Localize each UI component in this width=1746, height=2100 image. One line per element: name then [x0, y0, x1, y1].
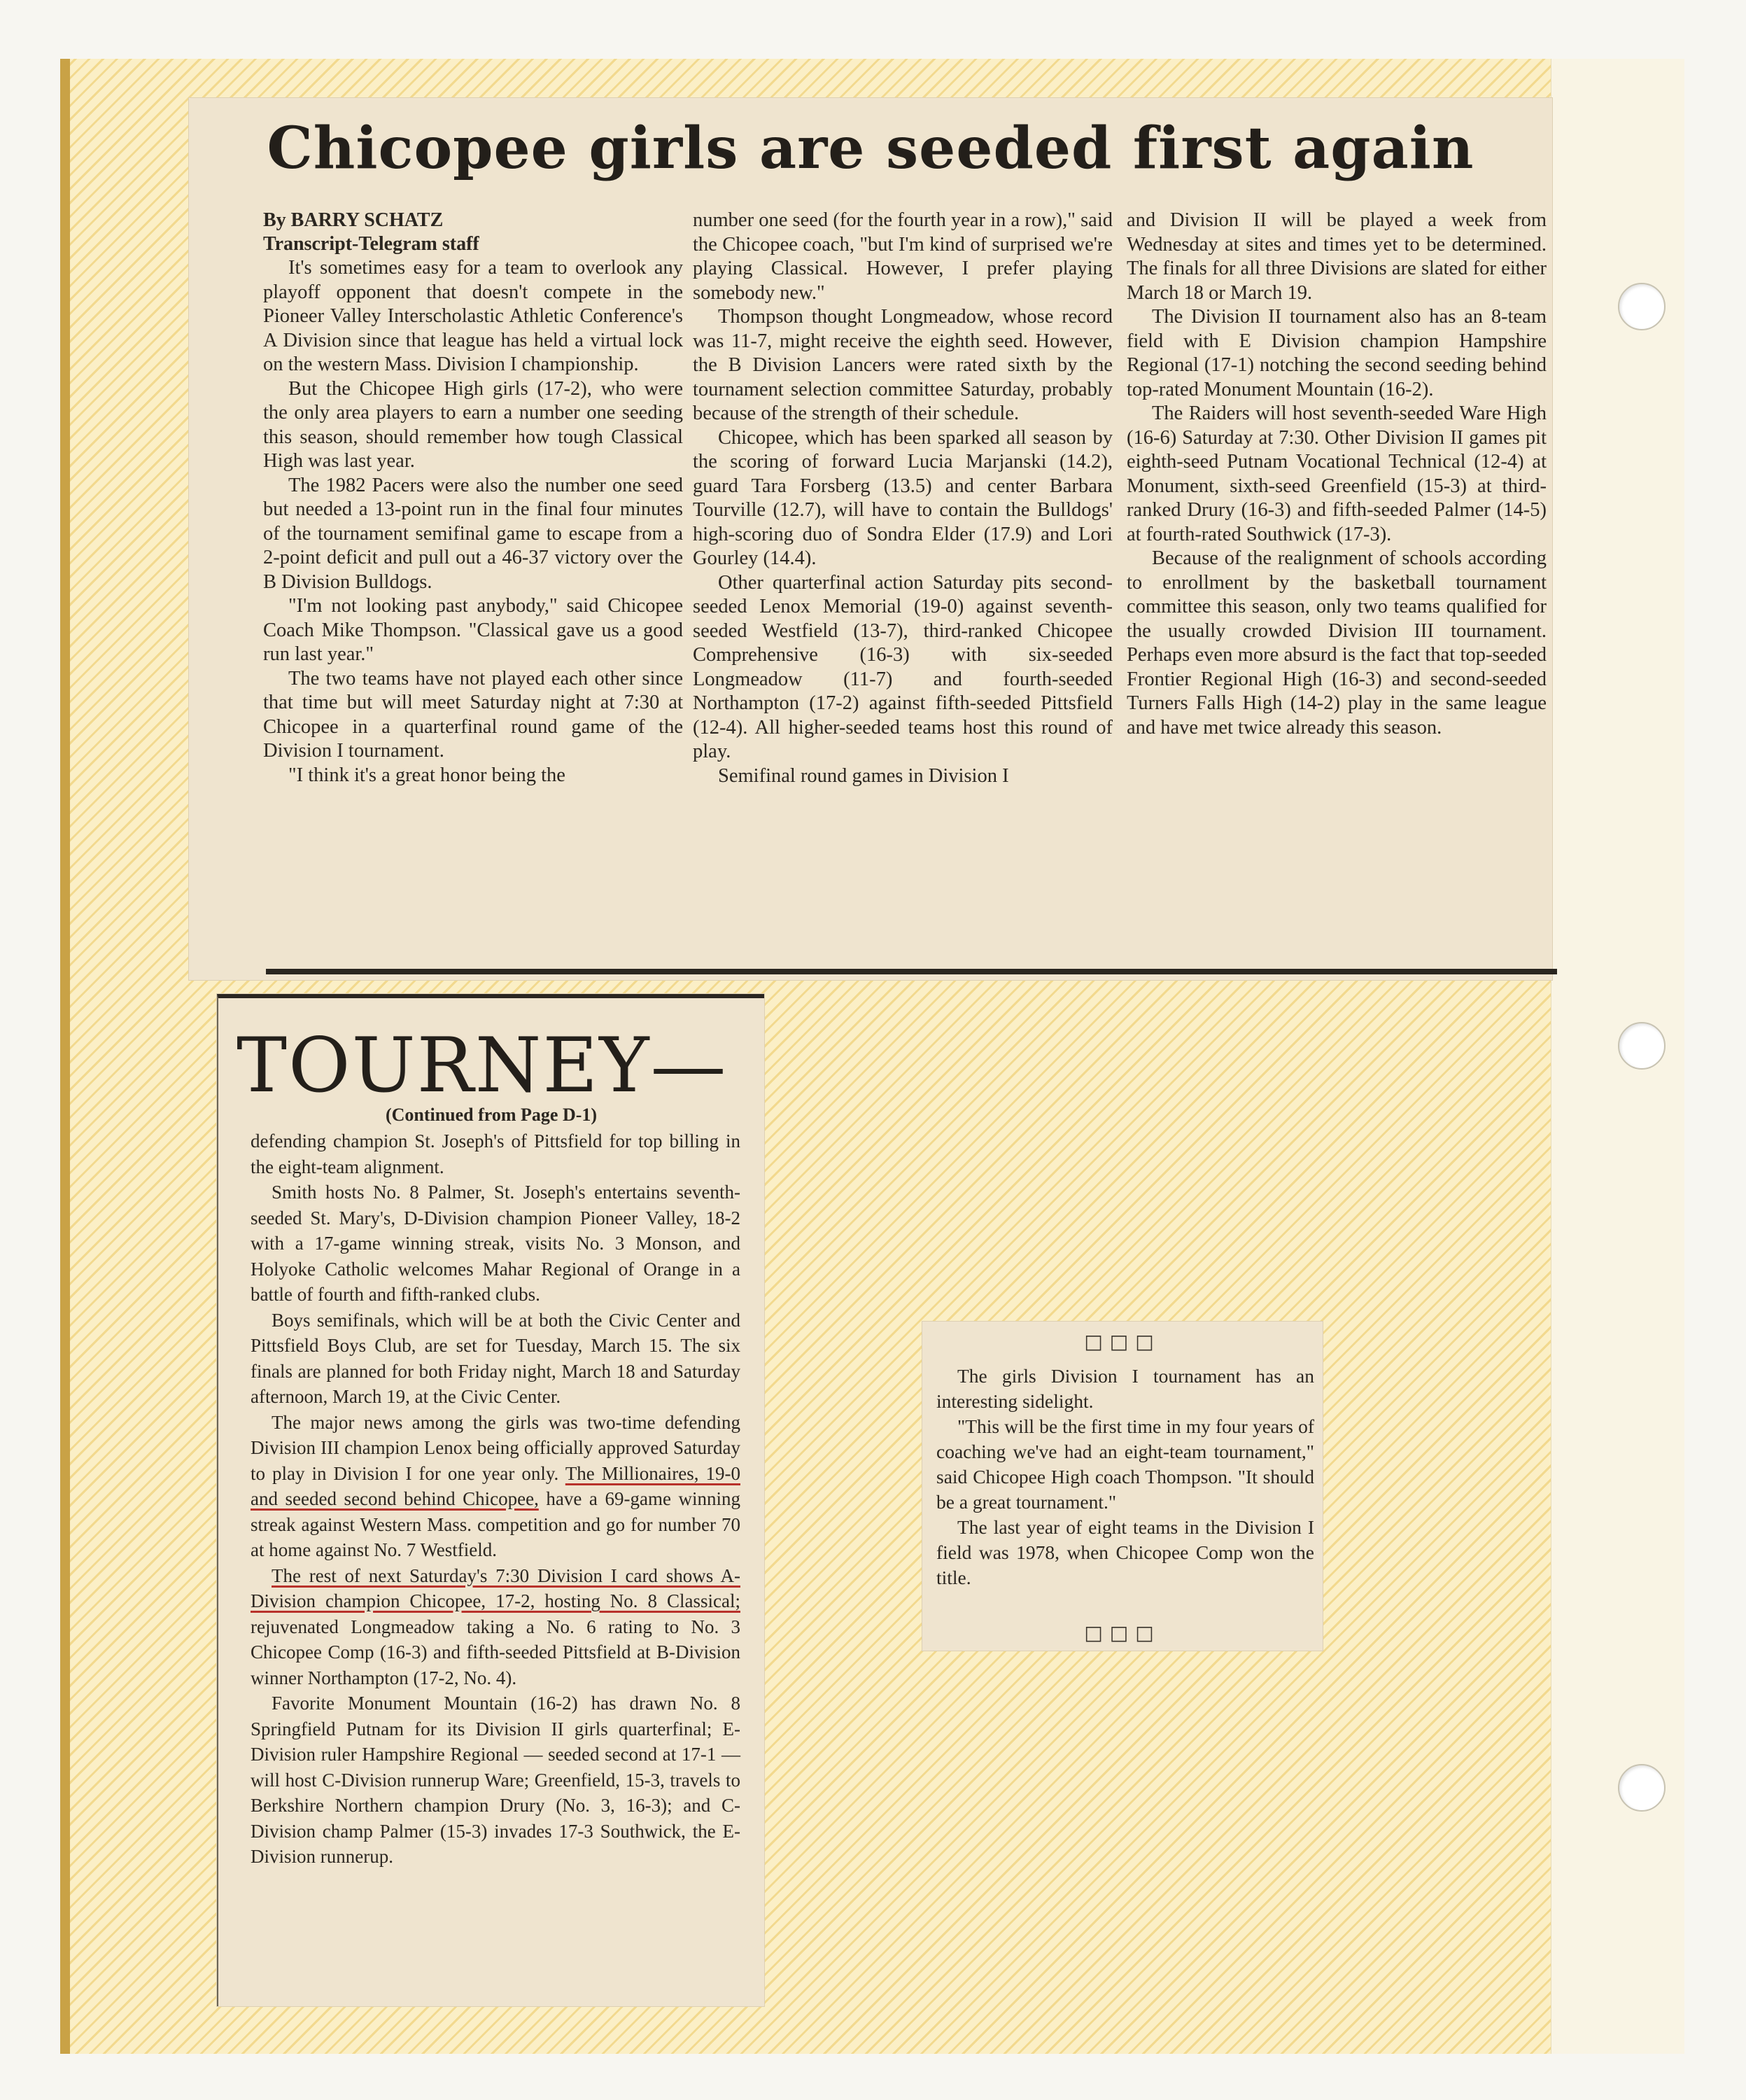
- article-column-2: [693, 209, 1113, 788]
- paragraph: Other quarterfinal action Saturday pits second-seeded Lenox Memorial (19-0) against seventh-seeded Westfield (13-7), third-ranked Chicopee Comprehensive (16-3) with six-seeded Longmeadow (11-7) and fourth-seeded Northampton (17-2) against fifth-seeded Pittsfield (12-4). All higher-seeded teams host this round of play.: [693, 571, 1113, 762]
- paragraph: [251, 1563, 740, 1691]
- paragraph: It's sometimes easy for a team to overlook any playoff opponent that doesn't compete in the Pioneer Valley Interscholastic Athletic Conference's A Division since that league has held a virtual lock on the western Mass. Division I championship.: [263, 257, 683, 375]
- paragraph: and Division II will be played a week from Wednesday at sites and times yet to be determined. The finals for all three Divisions are slated for either March 18 or March 19.: [1127, 209, 1547, 304]
- paragraph: Boys semifinals, which will be at both the Civic Center and Pittsfield Boys Club, are set for Tuesday, March 15. The six finals are planned for both Friday night, March 18 and Saturday afternoon, March 19, at the Civic Center.: [251, 1309, 740, 1407]
- paragraph: The 1982 Pacers were also the number one seed but needed a 13-point run in the final four minutes of the tournament semifinal game to escape from a 2-point deficit and pull out a 46-37 victory over the B Division Bulldogs.: [263, 474, 683, 593]
- paragraph: Chicopee, which has been sparked all season by the scoring of forward Lucia Marjanski (14.2), guard Tara Forsberg (13.5) and center Barbara Tourville (12.7), will have to contain the Bulldogs' high-scoring duo of Sondra Elder (17.9) and Lori Gourley (14.4).: [693, 426, 1113, 569]
- paragraph: Because of the realignment of schools according to enrollment by the basketball tournament committee this season, only two teams qualified for the usually crowded Division III tournament. Perhaps even more absurd is the fact that top-seeded Frontier Regional High (16-3) and second-seeded Turners Falls High (14-2) play in the same league and have met twice already this season.: [1127, 547, 1547, 738]
- text-run: rejuvenated Longmeadow taking a No. 6 rating to No. 3 Chicopee Comp (16-3) and fifth-seeded Pittsfield at B-Division winner Northampton (17-2, No. 4).: [251, 1616, 740, 1688]
- page-margin-strip: [1551, 59, 1684, 2054]
- underlined-text: The Millionaires, 19-0 and seeded second behind Chicopee,: [251, 1462, 740, 1509]
- paragraph: defending champion St. Joseph's of Pittsfield for top billing in the eight-team alignment.: [251, 1130, 740, 1177]
- staff-line: Transcript-Telegram staff: [263, 233, 479, 255]
- sidelight-column: [936, 1364, 1314, 1590]
- paragraph: Smith hosts No. 8 Palmer, St. Joseph's entertains seventh-seeded St. Mary's, D-Division champion Pioneer Valley, 18-2 with a 17-game winning streak, visits No. 3 Monson, and Holyoke Catholic welcomes Mahar Regional of Orange in a battle of fourth and fifth-ranked clubs.: [251, 1182, 740, 1305]
- article-column-1: [263, 209, 683, 788]
- punch-hole: [1618, 283, 1666, 330]
- paragraph: [251, 1410, 740, 1563]
- section-marker: □□□: [1084, 1330, 1161, 1353]
- punch-hole: [1618, 1022, 1666, 1070]
- headline: Chicopee girls are seeded first again: [267, 115, 1474, 182]
- paragraph: The Division II tournament also has an 8-team field with E Division champion Hampshire Regional (17-1) notching the second seeding behind top-rated Monument Mountain (16-2).: [1127, 306, 1547, 400]
- tourney-clipping: [217, 994, 764, 2006]
- tourney-title: TOURNEY—: [237, 1022, 728, 1110]
- text-run: The major news among the girls was two-time defending Division III champion Lenox being officially approved Saturday to play in Division I for one year only.: [251, 1411, 740, 1484]
- paragraph: The last year of eight teams in the Division I field was 1978, when Chicopee Comp won the title.: [936, 1516, 1314, 1588]
- paragraph: Thompson thought Longmeadow, whose record was 11-7, might receive the eighth seed. However, the B Division Lancers were rated sixth by the tournament selection committee Saturday, probably because of the strength of their schedule.: [693, 306, 1113, 424]
- divider-rule: [266, 969, 1557, 974]
- paragraph: The girls Division I tournament has an interesting sidelight.: [936, 1365, 1314, 1412]
- text-run: have a 69-game winning streak against Western Mass. competition and go for number 70 at home against No. 7 Westfield.: [251, 1488, 740, 1560]
- continued-line: (Continued from Page D-1): [385, 1105, 598, 1125]
- paragraph: The two teams have not played each other since that time but will meet Saturday night at 7:30 at Chicopee in a quarterfinal round game of the Division I tournament.: [263, 667, 683, 762]
- punch-hole: [1618, 1764, 1666, 1812]
- section-marker: □□□: [1084, 1621, 1161, 1644]
- byline: By BARRY SCHATZ: [263, 209, 444, 231]
- paragraph: Favorite Monument Mountain (16-2) has drawn No. 8 Springfield Putnam for its Division II girls quarterfinal; E-Division ruler Hampshire Regional — seeded second at 17-1 — will host C-Division runnerup Ware; Greenfield, 15-3, travels to Berkshire Northern champion Drury (No. 3, 16-3); and C-Division champ Palmer (15-3) invades 17-3 Southwick, the E-Division runnerup.: [251, 1693, 740, 1867]
- paragraph: "I think it's a great honor being the: [288, 764, 565, 786]
- paragraph: "I'm not looking past anybody," said Chicopee Coach Mike Thompson. "Classical gave us a good run last year.": [263, 595, 683, 665]
- article-column-3: [1127, 209, 1547, 740]
- paragraph: number one seed (for the fourth year in a row)," said the Chicopee coach, "but I'm kind of surprised we're playing Classical. However, I prefer playing somebody new.": [693, 209, 1113, 304]
- article-clipping: [189, 98, 1552, 980]
- tourney-column: [251, 1128, 740, 1870]
- page-binding-edge: [60, 59, 70, 2054]
- paragraph: "This will be the first time in my four years of coaching we've had an eight-team tournament," said Chicopee High coach Thompson. "It should be a great tournament.": [936, 1415, 1314, 1513]
- paragraph: The Raiders will host seventh-seeded Ware High (16-6) Saturday at 7:30. Other Division II games pit eighth-seed Putnam Vocational Technical (12-4) at Monument, sixth-seed Greenfield (15-3) at third-ranked Drury (16-3) and fifth-seeded Palmer (14-5) at fourth-rated Southwick (17-3).: [1127, 402, 1547, 545]
- underlined-text: The rest of next Saturday's 7:30 Division I card shows A-Division champion Chicopee, 17-2, hosting No. 8 Classical;: [251, 1564, 740, 1611]
- paragraph: Semifinal round games in Division I: [718, 764, 1009, 787]
- sidelight-clipping: [922, 1322, 1323, 1651]
- paragraph: But the Chicopee High girls (17-2), who were the only area players to earn a number one seeding this season, should remember how tough Classical High was last year.: [263, 377, 683, 472]
